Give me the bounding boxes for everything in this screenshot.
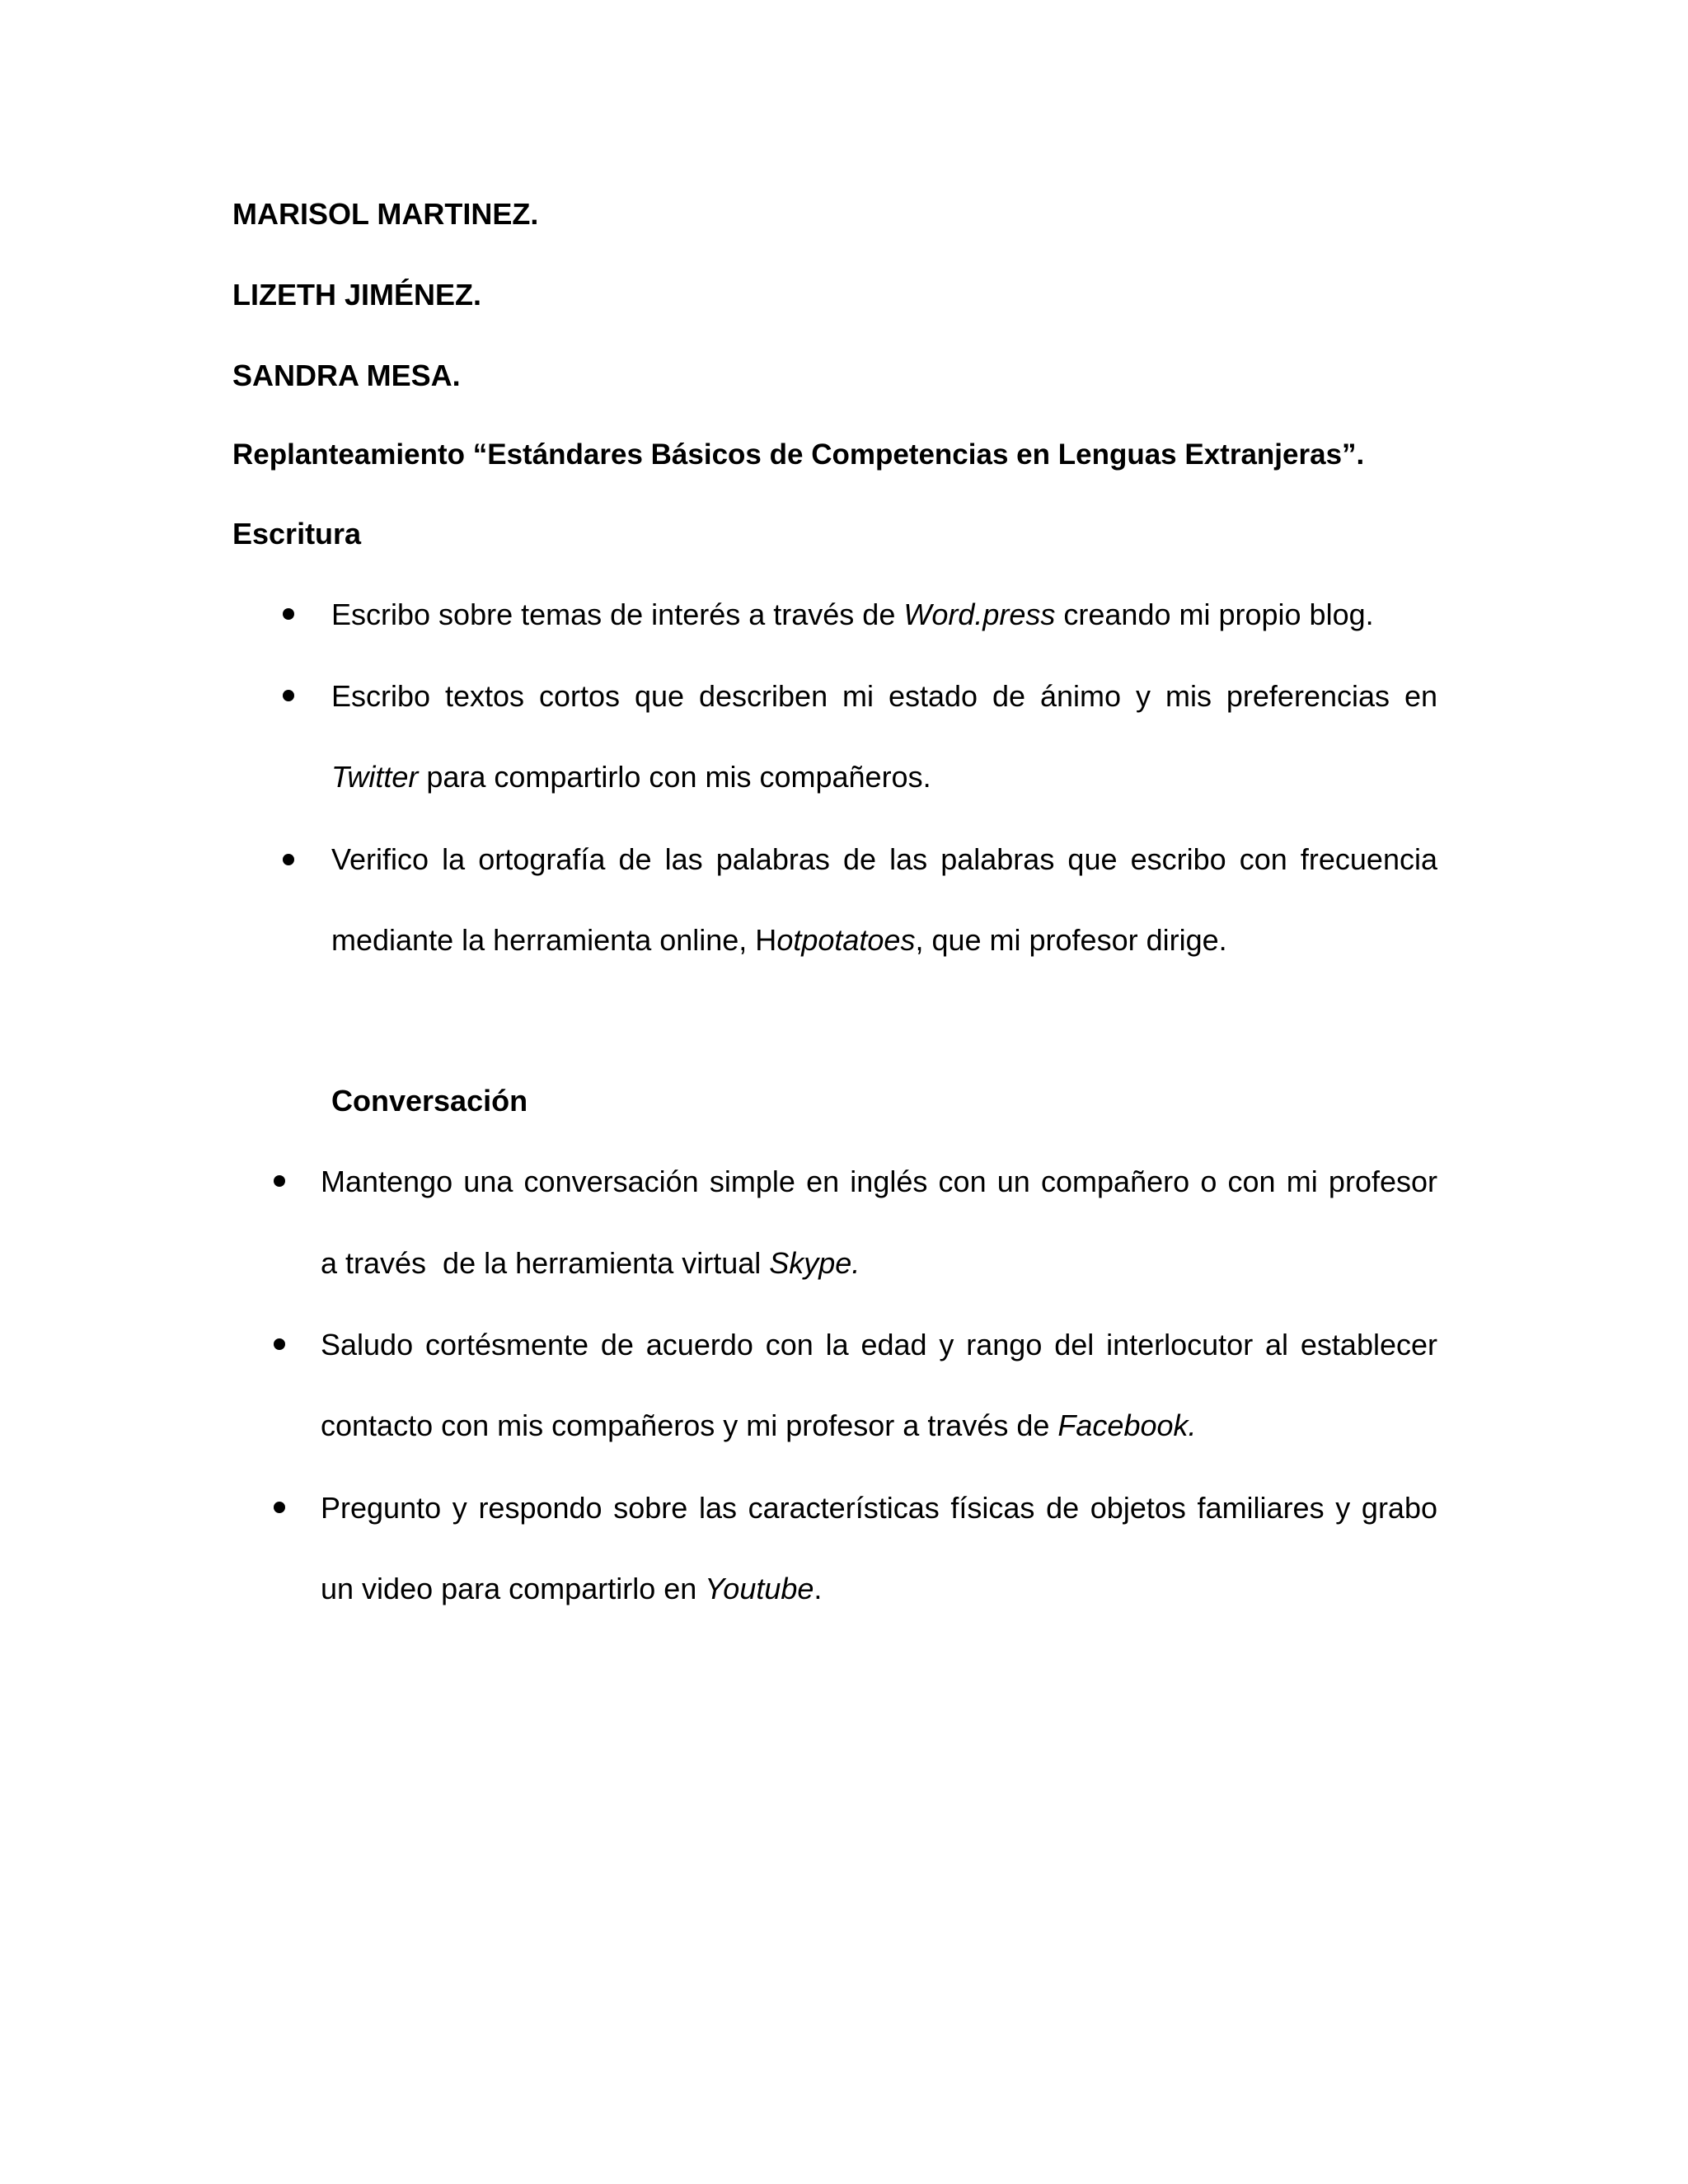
bullet-icon <box>274 1175 285 1187</box>
item-text: Escribo sobre temas de interés a través de <box>331 598 904 631</box>
section-heading: Escritura <box>232 517 362 551</box>
author-name: MARISOL MARTINEZ. <box>232 197 539 231</box>
bullet-icon <box>274 1502 285 1513</box>
item-text: . <box>814 1572 823 1605</box>
list-item-continuation <box>331 759 931 795</box>
author-name: LIZETH JIMÉNEZ. <box>232 278 482 312</box>
section-heading: Conversación <box>331 1084 528 1118</box>
bullet-icon <box>283 854 294 865</box>
item-text: para compartirlo con mis compañeros. <box>418 760 931 794</box>
item-text: , que mi profesor dirige. <box>915 923 1227 957</box>
document-title: Replanteamiento “Estándares Básicos de Competencias en Lenguas Extranjeras”. <box>232 438 1365 471</box>
list-item: Saludo cortésmente de acuerdo con la edad y rango del interlocutor al establecer <box>321 1328 1437 1361</box>
list-item: Verifico la ortografía de las palabras de las palabras que escribo con frecuencia <box>331 842 1437 876</box>
list-item <box>331 597 1374 633</box>
item-emphasis: Facebook. <box>1057 1408 1197 1442</box>
list-item-continuation <box>331 922 1227 958</box>
list-item-continuation <box>321 1571 822 1607</box>
list-item: Mantengo una conversación simple en inglés con un compañero o con mi profesor <box>321 1165 1437 1198</box>
item-text: a través de la herramienta virtual <box>321 1246 770 1280</box>
item-emphasis: Youtube <box>705 1572 814 1605</box>
bullet-icon <box>283 608 294 620</box>
item-emphasis: Word.press <box>903 598 1056 631</box>
item-emphasis: Twitter <box>331 760 419 794</box>
item-text: contacto con mis compañeros y mi profesor a través de <box>321 1408 1058 1442</box>
item-emphasis: otpotatoes <box>776 923 916 957</box>
list-item-continuation <box>321 1245 860 1282</box>
author-name: SANDRA MESA. <box>232 359 461 392</box>
list-item: Escribo textos cortos que describen mi estado de ánimo y mis preferencias en <box>331 679 1437 713</box>
item-emphasis: Skype. <box>769 1246 860 1280</box>
list-item-continuation <box>321 1408 1197 1444</box>
bullet-icon <box>283 690 294 701</box>
item-text: creando mi propio blog. <box>1055 598 1374 631</box>
list-item: Pregunto y respondo sobre las características físicas de objetos familiares y grabo <box>321 1491 1437 1525</box>
item-text: un video para compartirlo en <box>321 1572 706 1605</box>
bullet-icon <box>274 1338 285 1350</box>
item-text: mediante la herramienta online, H <box>331 923 777 957</box>
